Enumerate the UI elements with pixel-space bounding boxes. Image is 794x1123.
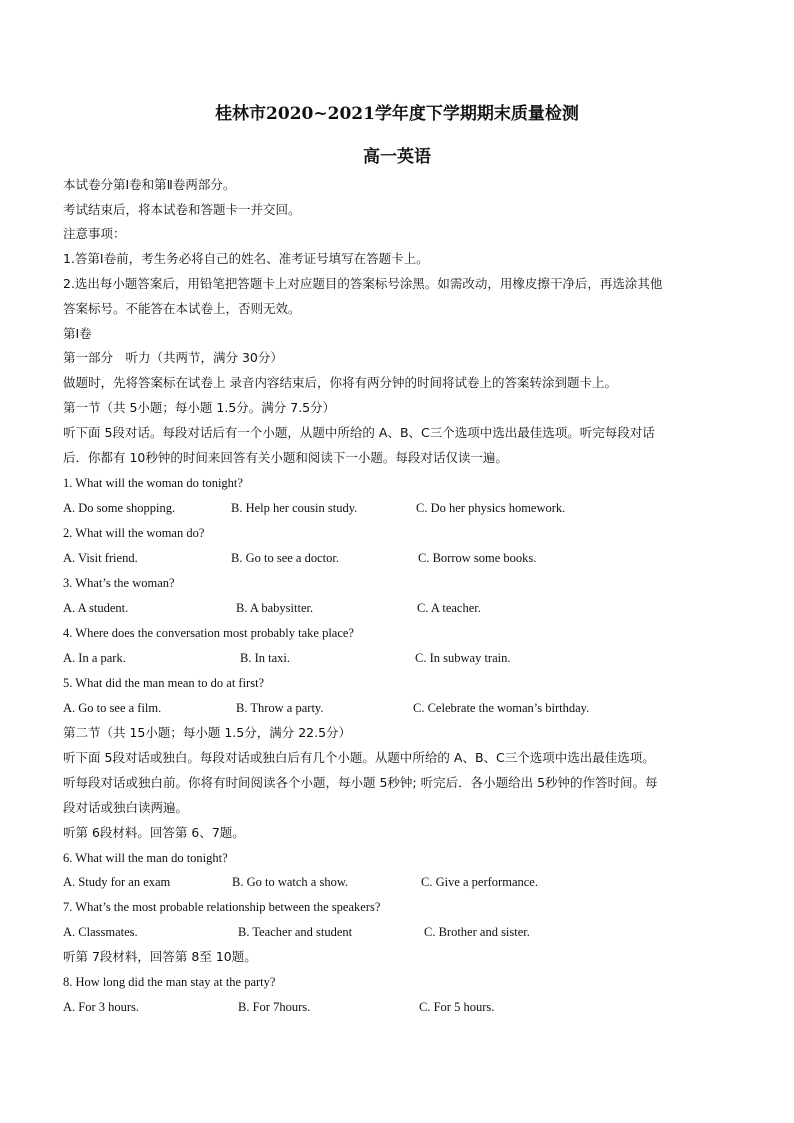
instruction-line: 做题时，先将答案标在试卷上 录音内容结束后，你将有两分钟的时间将试卷上的答案转涂到题卡上。 (63, 375, 617, 390)
option-b: B. A babysitter. (236, 601, 314, 615)
section-heading: 第一部分 听力（共两节，满分 30分） (63, 350, 283, 365)
section-heading: 第一节（共 5小题；每小题 1.5分。满分 7.5分） (63, 400, 336, 415)
question-stem: 7. What’s the most probable relationship between the speakers? (63, 900, 381, 914)
section-heading: 第Ⅰ卷 (63, 326, 92, 341)
option-b: B. Go to see a doctor. (231, 551, 339, 565)
intro-line: 1.答第Ⅰ卷前，考生务必将自己的姓名、准考证号填写在答题卡上。 (63, 251, 429, 266)
intro-line: 答案标号。不能答在本试卷上，否则无效。 (63, 301, 301, 316)
instruction-line: 后．你都有 10秒钟的时间来回答有关小题和阅读下一小题。每段对话仅读一遍。 (63, 450, 508, 465)
option-b: B. Go to watch a show. (232, 875, 349, 889)
option-c: C. Brother and sister. (424, 925, 530, 939)
option-a: A. Classmates. (63, 925, 138, 939)
question-stem: 3. What’s the woman? (63, 576, 175, 590)
subject-title: 高一英语 (363, 147, 431, 167)
material-heading: 听第 7段材料，回答第 8至 10题。 (63, 949, 257, 964)
option-a: A. Study for an exam (63, 875, 171, 889)
option-b: B. Help her cousin study. (231, 501, 358, 515)
option-c: C. Give a performance. (421, 875, 538, 889)
option-a: A. Go to see a film. (63, 701, 162, 715)
intro-line: 考试结束后，将本试卷和答题卡一并交回。 (63, 202, 301, 217)
material-heading: 听第 6段材料。回答第 6、7题。 (63, 825, 245, 840)
section-heading: 第二节（共 15小题；每小题 1.5分，满分 22.5分） (63, 725, 352, 740)
instruction-line: 听每段对话或独白前。你将有时间阅读各个小题，每小题 5秒钟; 听完后．各小题给出 5秒钟的作答时间。每 (63, 775, 658, 790)
option-a: A. For 3 hours. (63, 1000, 140, 1014)
intro-line: 注意事项： (63, 226, 126, 241)
option-a: A. A student. (63, 601, 129, 615)
instruction-line: 段对话或独白读两遍。 (63, 800, 189, 815)
intro-line: 本试卷分第Ⅰ卷和第Ⅱ卷两部分。 (63, 177, 236, 192)
option-c: C. For 5 hours. (419, 1000, 495, 1014)
intro-line: 2.选出每小题答案后，用铅笔把答题卡上对应题目的答案标号涂黑。如需改动，用橡皮擦干净后，再选涂其他 (63, 276, 663, 291)
option-b: B. Teacher and student (238, 925, 353, 939)
instruction-line: 听下面 5段对话。每段对话后有一个小题，从题中所给的 A、B、C三个选项中选出最佳选项。听完每段对话 (63, 425, 655, 440)
question-stem: 8. How long did the man stay at the party? (63, 975, 276, 989)
option-c: C. A teacher. (417, 601, 481, 615)
option-b: B. For 7hours. (238, 1000, 311, 1014)
option-a: A. Do some shopping. (63, 501, 176, 515)
option-c: C. In subway train. (415, 651, 511, 665)
question-stem: 6. What will the man do tonight? (63, 851, 228, 865)
option-b: B. In taxi. (240, 651, 290, 665)
question-stem: 5. What did the man mean to do at first? (63, 676, 265, 690)
question-stem: 2. What will the woman do? (63, 526, 205, 540)
option-a: A. Visit friend. (63, 551, 138, 565)
instruction-line: 听下面 5段对话或独白。每段对话或独白后有几个小题。从题中所给的 A、B、C三个选项中选出最佳选项。 (63, 750, 655, 765)
option-c: C. Celebrate the woman’s birthday. (413, 701, 590, 715)
option-c: C. Do her physics homework. (416, 501, 566, 515)
question-stem: 4. Where does the conversation most probably take place? (63, 626, 354, 640)
option-c: C. Borrow some books. (418, 551, 537, 565)
option-a: A. In a park. (63, 651, 126, 665)
question-stem: 1. What will the woman do tonight? (63, 476, 243, 490)
exam-title: 桂林市2020~2021学年度下学期期末质量检测 (215, 104, 579, 124)
option-b: B. Throw a party. (236, 701, 324, 715)
